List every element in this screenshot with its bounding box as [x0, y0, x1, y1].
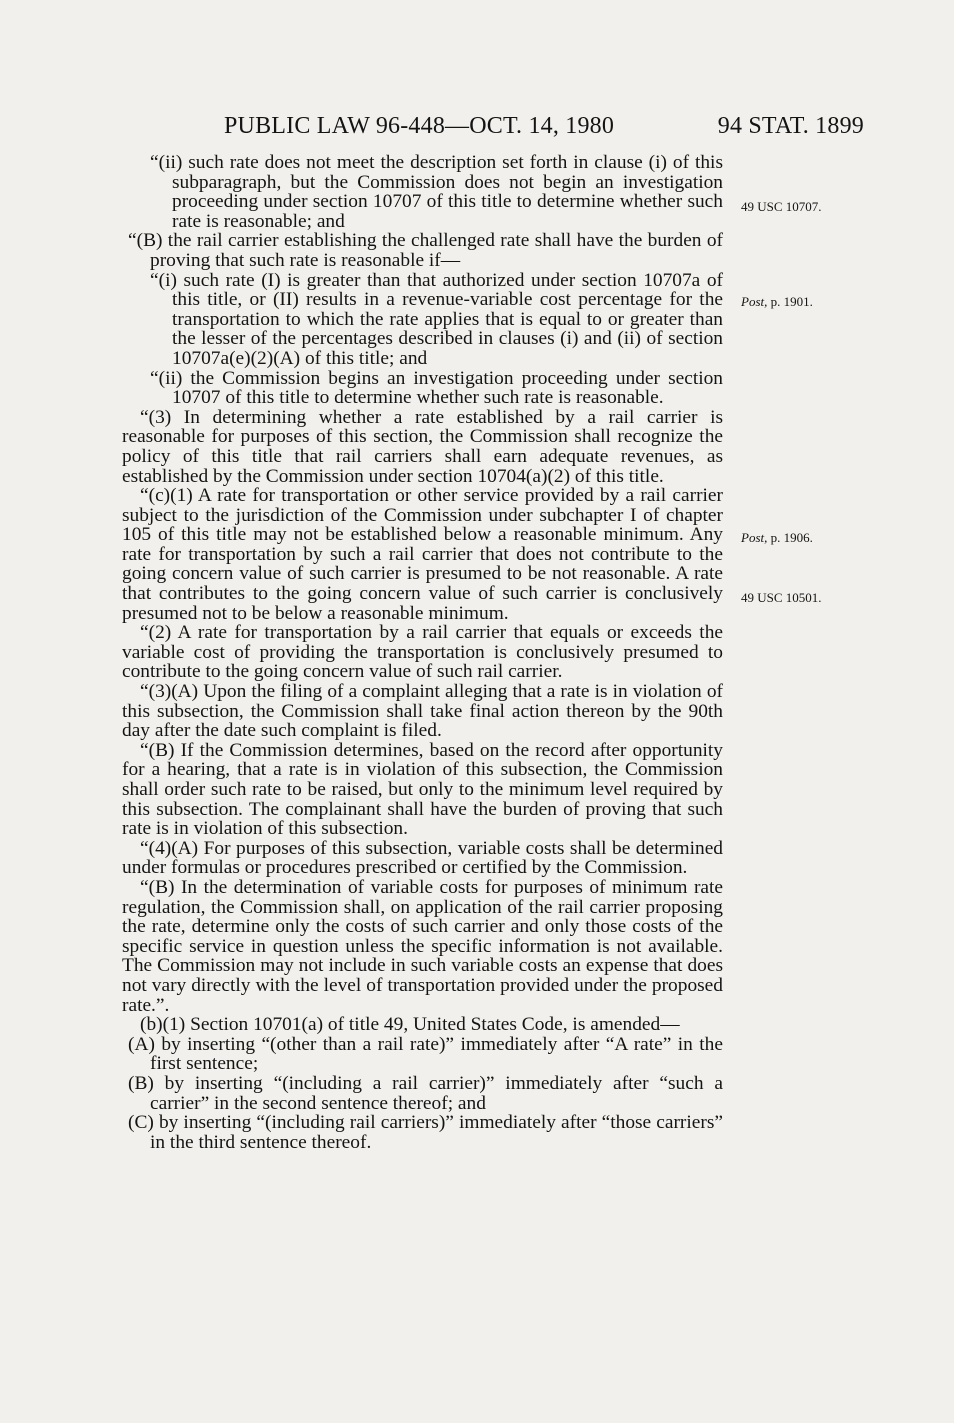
paragraph: (b)(1) Section 10701(a) of title 49, United States Code, is amended— [140, 1014, 680, 1036]
paragraph: “(B) In the determination of variable costs for purposes of minimum rate regulation, the Commission shall, on application of the rail carrier proposing the rate, determine only the costs of such carrier and only those costs of the specific service in question unless the specific information is not available. The Commission may not include in such variable costs an expense that does not vary directly with the level of transportation provided under the proposed rate.”. [122, 876, 723, 1016]
paragraph: (A) by inserting “(other than a rail rate)” immediately after “A rate” in the first sentence; [128, 1033, 723, 1075]
paragraph: (C) by inserting “(including rail carriers)” immediately after “those carriers” in the third sentence thereof. [128, 1112, 723, 1153]
paragraph: “(B) the rail carrier establishing the challenged rate shall have the burden of proving that such rate is reasonable if— [128, 230, 723, 271]
paragraph: “(c)(1) A rate for transportation or other service provided by a rail carrier subject to the jurisdiction of the Commission under subchapter I of chapter 105 of this title may not be established below a reasonable minimum. Any rate for transportation by such a rail carrier that does not contribute to the going concern value of such carrier is presumed to be not reasonable. A rate that contributes to the going concern value of such carrier is conclusively presumed not to be below a reasonable minimum. [122, 485, 723, 624]
paragraph: (B) by inserting “(including a rail carrier)” immediately after “such a carrier” in the second sentence thereof; and [128, 1072, 723, 1114]
paragraph: “(ii) such rate does not meet the description set forth in clause (i) of this subparagraph, but the Commission does not begin an investigation proceeding under section 10707 of this title to determine whether such rate is reasonable; and [150, 152, 723, 232]
margin-note-usc-10707: 49 USC 10707. [741, 199, 822, 214]
paragraph: “(B) If the Commission determines, based on the record after opportunity for a hearing, that a rate is in violation of this subsection, the Commission shall order such rate to be raised, but only to the minimum level required by this subsection. The complainant shall have the burden of proving that such rate is in violation of this subsection. [122, 739, 723, 840]
public-law-title: PUBLIC LAW 96-448—OCT. 14, 1980 [224, 113, 615, 139]
statute-page-number: 94 STAT. 1899 [717, 113, 864, 139]
margin-note-usc-10501: 49 USC 10501. [741, 590, 822, 605]
paragraph: “(ii) the Commission begins an investigation proceeding under section 10707 of this title to determine whether such rate is reasonable. [150, 367, 723, 409]
margin-note-post-1901: Post, p. 1901. [741, 294, 813, 309]
paragraph: “(4)(A) For purposes of this subsection, variable costs shall be determined under formulas or procedures prescribed or certified by the Commission. [122, 837, 723, 879]
page-header [224, 113, 864, 147]
body-text [122, 153, 723, 1152]
paragraph: “(2) A rate for transportation by a rail carrier that equals or exceeds the variable cost of providing the transportation is conclusively presumed to contribute to the going concern value of such rail carrier. [122, 622, 723, 683]
paragraph: “(3) In determining whether a rate established by a rail carrier is reasonable for purposes of this section, the Commission shall recognize the policy of this title that rail carriers shall earn adequate revenues, as established by the Commission under section 10704(a)(2) of this title. [122, 406, 723, 487]
paragraph: “(3)(A) Upon the filing of a complaint alleging that a rate is in violation of this subsection, the Commission shall take final action thereon by the 90th day after the date such complaint is filed. [122, 681, 723, 742]
margin-note-post-1906: Post, p. 1906. [741, 530, 813, 545]
paragraph: “(i) such rate (I) is greater than that authorized under section 10707a of this title, or (II) results in a revenue-variable cost percentage for the transportation to which the rate applies that is equal to or greater than the lesser of the percentages described in clauses (i) and (ii) of section 10707a(e)(2)(A) of this title; and [150, 269, 723, 369]
